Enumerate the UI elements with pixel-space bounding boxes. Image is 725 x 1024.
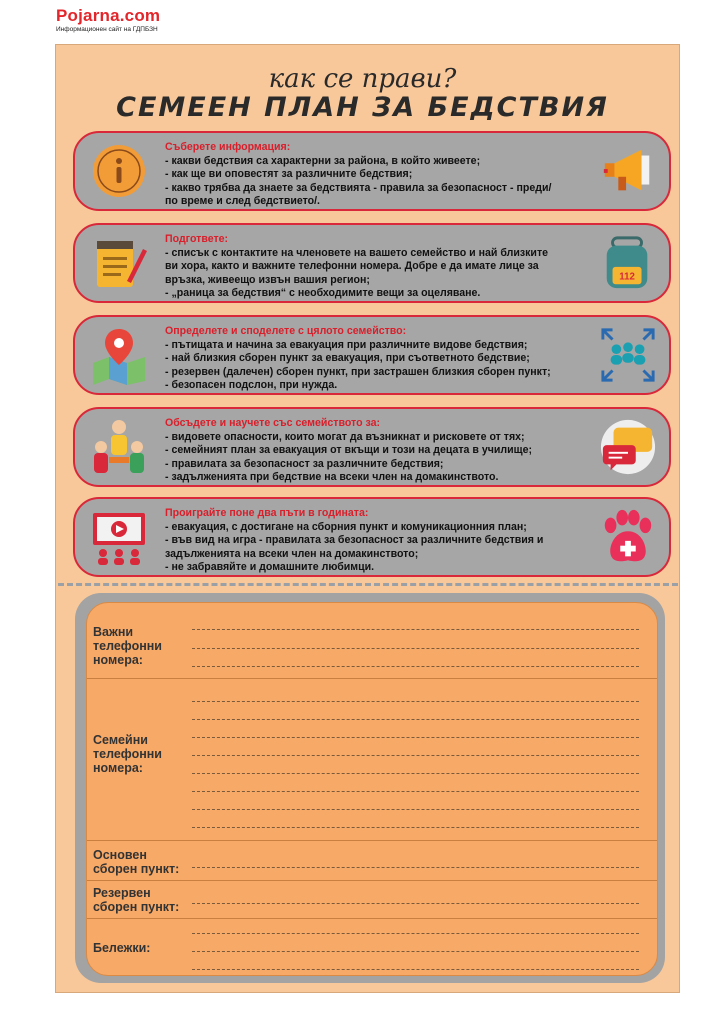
write-line[interactable]: [192, 773, 639, 774]
list-item: - не забравяйте и домашните любимци.: [165, 561, 375, 574]
card-heading: Обсъдете и научете със семейството за:: [165, 417, 381, 429]
card-define-share: [73, 315, 671, 395]
write-line[interactable]: [192, 969, 639, 970]
card-collect-info: [73, 131, 671, 211]
list-item: - задълженията при бедствие на всеки член на домакинството.: [165, 471, 499, 484]
list-item: - резервен (далечен) сборен пункт, при застрашен близкия сборен пункт;: [165, 365, 551, 378]
presentation-icon: [89, 507, 149, 567]
label-main-point: Основен сборен пункт:: [93, 848, 180, 876]
card-prepare: [73, 223, 671, 303]
page-title: СЕМЕЕН ПЛАН ЗА БЕДСТВИЯ: [116, 92, 609, 123]
card-heading: Проиграйте поне два пъти в годината:: [165, 507, 369, 519]
card-discuss-learn: [73, 407, 671, 487]
backpack-icon: [599, 234, 657, 292]
list-item: - как ще ви оповестят за различните бедствия;: [165, 168, 413, 181]
write-line[interactable]: [192, 791, 639, 792]
list-item: - във вид на игра - правилата за безопасност за различните бедствия и задълженията на всеки член на домакинството;: [165, 534, 544, 560]
card-heading: Определете и споделете с цялото семейство:: [165, 325, 407, 337]
write-line[interactable]: [192, 827, 639, 828]
list-item: - „раница за бедствия“ с необходимите вещи за оцеляване.: [165, 287, 481, 300]
chat-icon: [599, 418, 657, 476]
family-icon: [89, 417, 149, 477]
list-item: - какво трябва да знаете за бедствията - правила за безопасност - преди/ по време и след бедствието/.: [165, 181, 552, 208]
list-item: - пътищата и начина за евакуация при различните видове бедствия;: [165, 338, 528, 351]
card-heading: Съберете информация:: [165, 141, 291, 153]
form-row-main-point: [87, 841, 657, 881]
info-icon: [89, 141, 149, 201]
write-line[interactable]: [192, 701, 639, 702]
list-item: - семейният план за евакуация от вкъщи и този на децата в училище;: [165, 444, 532, 457]
brand-name[interactable]: Pojarna.com: [56, 6, 161, 25]
megaphone-icon: [599, 142, 657, 200]
backpack-label: 112: [619, 271, 635, 283]
write-line[interactable]: [192, 629, 639, 630]
write-line[interactable]: [192, 933, 639, 934]
list-item: - списък с контактите на членовете на вашето семейство и най близките ви хора, както и важните телефонни номера. Добре е да имате лице за връзка, живеещо извън вашия регион;: [165, 246, 549, 286]
form-row-family-phones: [87, 679, 657, 841]
form-row-notes: [87, 919, 657, 976]
label-important-phones: Важни телефонни номера:: [93, 625, 162, 667]
write-line[interactable]: [192, 737, 639, 738]
notepad-icon: [89, 233, 149, 293]
label-notes: Бележки:: [93, 941, 151, 955]
list-item: - безопасен подслон, при нужда.: [165, 379, 338, 392]
paw-icon: [599, 508, 657, 566]
write-line[interactable]: [192, 666, 639, 667]
card-practice: [73, 497, 671, 577]
brand: [56, 6, 160, 33]
form-row-important-phones: [87, 603, 657, 679]
brand-subtitle: Информационен сайт на ГДПБЗН: [56, 26, 158, 33]
list-item: - правилата за безопасност за различните бедствия;: [165, 457, 444, 470]
write-line[interactable]: [192, 648, 639, 649]
list-item: - какви бедствия са характерни за района, в който живеете;: [165, 154, 481, 167]
label-family-phones: Семейни телефонни номера:: [93, 733, 162, 775]
contact-form: [86, 602, 658, 976]
list-item: - най близкия сборен пункт за евакуация, при съответното бедствие;: [165, 352, 530, 365]
write-line[interactable]: [192, 867, 639, 868]
form-row-reserve-point: [87, 881, 657, 919]
write-line[interactable]: [192, 755, 639, 756]
write-line[interactable]: [192, 719, 639, 720]
list-item: - евакуация, с достигане на сборния пункт и комуникационния план;: [165, 520, 527, 533]
card-heading: Подгответе:: [165, 233, 229, 245]
dashed-divider: [58, 583, 678, 586]
list-item: - видовете опасности, които могат да възникнат и рисковете от тях;: [165, 430, 525, 443]
write-line[interactable]: [192, 809, 639, 810]
label-reserve-point: Резервен сборен пункт:: [93, 886, 180, 914]
title-question: как се прави?: [268, 64, 457, 94]
gathering-icon: [599, 326, 657, 384]
map-pin-icon: [89, 325, 149, 385]
write-line[interactable]: [192, 903, 639, 904]
write-line[interactable]: [192, 951, 639, 952]
